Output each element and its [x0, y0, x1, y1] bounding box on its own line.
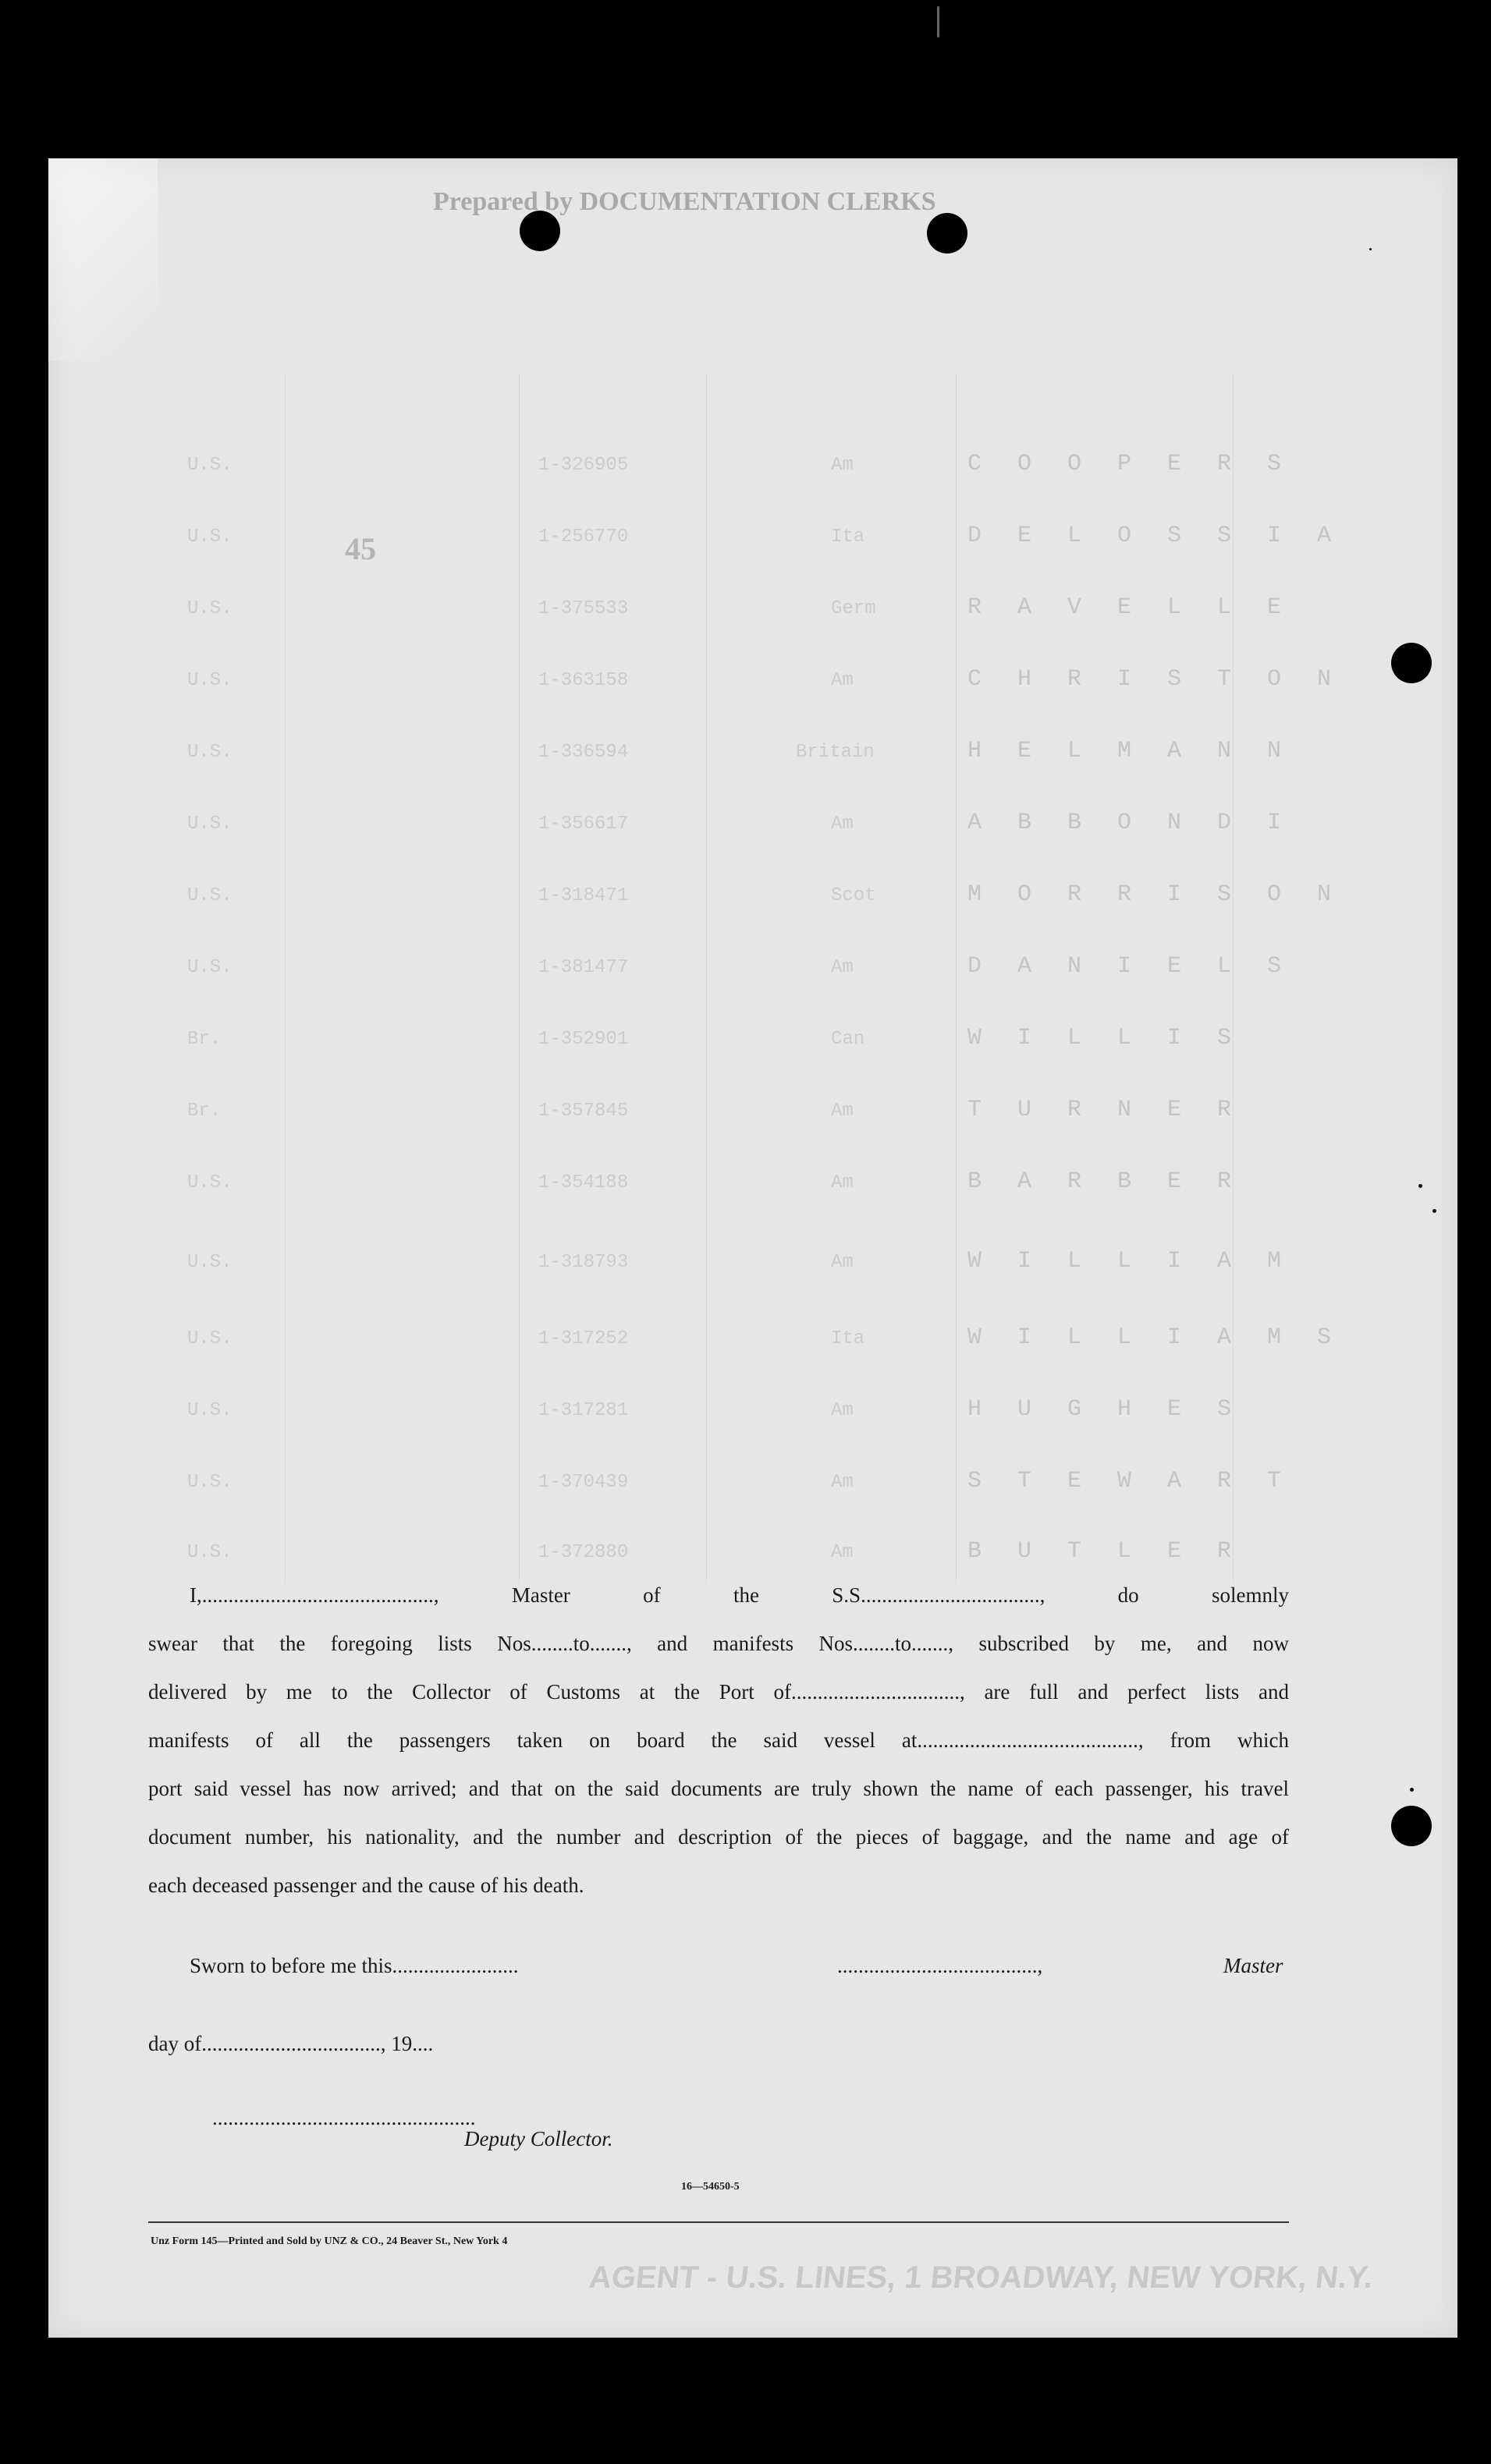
punch-hole-right-upper — [1391, 643, 1432, 683]
row-nationality: Am — [831, 670, 854, 691]
row-document: 1-336594 — [538, 742, 629, 763]
column-divider — [706, 374, 707, 1583]
row-nationality: Am — [831, 1400, 854, 1421]
punch-hole-right-lower — [1391, 1806, 1432, 1846]
row-name: M O R R I S O N — [967, 881, 1343, 908]
sworn-before-line: Sworn to before me this........................ — [190, 1954, 519, 1977]
row-document: 1-356617 — [538, 814, 629, 835]
bleed-through-page-number: 45 — [345, 531, 376, 566]
row-status: Br. — [187, 1029, 222, 1050]
row-name: D A N I E L S — [967, 953, 1293, 980]
column-divider — [519, 374, 520, 1583]
row-nationality: Am — [831, 1172, 854, 1193]
row-document: 1-318471 — [538, 885, 629, 906]
column-divider — [285, 374, 286, 1583]
row-name: B A R B E R — [967, 1168, 1243, 1195]
row-status: U.S. — [187, 1252, 233, 1273]
row-name: W I L L I A M — [967, 1248, 1293, 1275]
row-status: U.S. — [187, 1328, 233, 1349]
row-name: H E L M A N N — [967, 738, 1293, 764]
row-nationality: Can — [831, 1029, 865, 1050]
row-name: H U G H E S — [967, 1396, 1243, 1423]
row-name: W I L L I S — [967, 1025, 1243, 1051]
dust-speck — [1369, 248, 1372, 250]
oath-line: port said vessel has now arrived; and that on the said documents are truly shown the name of each passenger, his travel — [148, 1777, 1289, 1800]
row-document: 1-370439 — [538, 1472, 629, 1493]
bleed-through-header: Prepared by DOCUMENTATION CLERKS — [433, 187, 936, 216]
row-status: U.S. — [187, 957, 233, 978]
oath-line: swear that the foregoing lists Nos........to......., and manifests Nos........to......., subscribed by me, and now — [148, 1632, 1289, 1655]
row-document: 1-363158 — [538, 670, 629, 691]
row-nationality: Scot — [831, 885, 876, 906]
row-document: 1-326905 — [538, 455, 629, 476]
row-nationality: Am — [831, 957, 854, 978]
footer-rule — [148, 2221, 1289, 2223]
row-document: 1-357845 — [538, 1101, 629, 1122]
row-document: 1-381477 — [538, 957, 629, 978]
master-signature-dots: ......................................, — [837, 1954, 1043, 1977]
row-status: U.S. — [187, 1172, 233, 1193]
row-status: U.S. — [187, 1472, 233, 1493]
row-nationality: Britain — [796, 742, 875, 763]
dust-speck — [1432, 1209, 1436, 1213]
row-nationality: Am — [831, 1252, 854, 1273]
oath-line: I,............................................, Master of the S.S.................................., do solemnly — [190, 1583, 1289, 1607]
dust-speck — [937, 6, 939, 37]
row-nationality: Am — [831, 814, 854, 835]
deputy-signature-dots: .................................................. — [212, 2106, 476, 2129]
row-document: 1-354188 — [538, 1172, 629, 1193]
row-name: R A V E L L E — [967, 594, 1293, 621]
oath-line: each deceased passenger and the cause of his death. — [148, 1874, 584, 1897]
paper-fold-shading — [48, 158, 158, 361]
row-name: T U R N E R — [967, 1097, 1243, 1123]
column-divider — [956, 374, 957, 1583]
row-nationality: Am — [831, 1472, 854, 1493]
row-name: D E L O S S I A — [967, 523, 1343, 549]
row-name: C H R I S T O N — [967, 666, 1343, 693]
row-status: U.S. — [187, 885, 233, 906]
row-status: U.S. — [187, 670, 233, 691]
row-name: B U T L E R — [967, 1538, 1243, 1565]
row-status: U.S. — [187, 526, 233, 548]
master-label: Master — [1223, 1954, 1283, 1977]
row-document: 1-317252 — [538, 1328, 629, 1349]
row-nationality: Am — [831, 1542, 854, 1563]
row-status: Br. — [187, 1101, 222, 1122]
row-nationality: Ita — [831, 1328, 865, 1349]
row-document: 1-318793 — [538, 1252, 629, 1273]
oath-line: manifests of all the passengers taken on board the said vessel at.........................................., from which — [148, 1728, 1289, 1752]
row-name: C O O P E R S — [967, 451, 1293, 477]
row-status: U.S. — [187, 1400, 233, 1421]
day-of-line: day of.................................., 19.... — [148, 2032, 434, 2055]
row-status: U.S. — [187, 1542, 233, 1563]
printer-footer: Unz Form 145—Printed and Sold by UNZ & CO., 24 Beaver St., New York 4 — [151, 2235, 508, 2247]
row-status: U.S. — [187, 742, 233, 763]
form-number: 16—54650-5 — [681, 2181, 740, 2193]
row-name: S T E W A R T — [967, 1468, 1293, 1494]
row-document: 1-317281 — [538, 1400, 629, 1421]
punch-hole-top-right — [927, 213, 967, 253]
row-document: 1-375533 — [538, 598, 629, 619]
row-document: 1-372880 — [538, 1542, 629, 1563]
dust-speck — [1410, 1788, 1414, 1792]
faint-agent-stamp: AGENT - U.S. LINES, 1 BROADWAY, NEW YORK, N.Y. — [587, 2260, 1375, 2295]
row-name: A B B O N D I — [967, 810, 1293, 836]
row-nationality: Am — [831, 455, 854, 476]
row-nationality: Ita — [831, 526, 865, 548]
row-status: U.S. — [187, 455, 233, 476]
row-name: W I L L I A M S — [967, 1324, 1343, 1351]
row-nationality: Am — [831, 1101, 854, 1122]
row-status: U.S. — [187, 598, 233, 619]
deputy-collector-label: Deputy Collector. — [464, 2127, 613, 2150]
row-document: 1-256770 — [538, 526, 629, 548]
row-nationality: Germ — [831, 598, 876, 619]
oath-line: document number, his nationality, and the number and description of the pieces of baggage, and the name and age of — [148, 1825, 1289, 1849]
row-status: U.S. — [187, 814, 233, 835]
row-document: 1-352901 — [538, 1029, 629, 1050]
dust-speck — [1418, 1184, 1422, 1188]
oath-line: delivered by me to the Collector of Customs at the Port of................................, are full and perfect lists and — [148, 1680, 1289, 1704]
